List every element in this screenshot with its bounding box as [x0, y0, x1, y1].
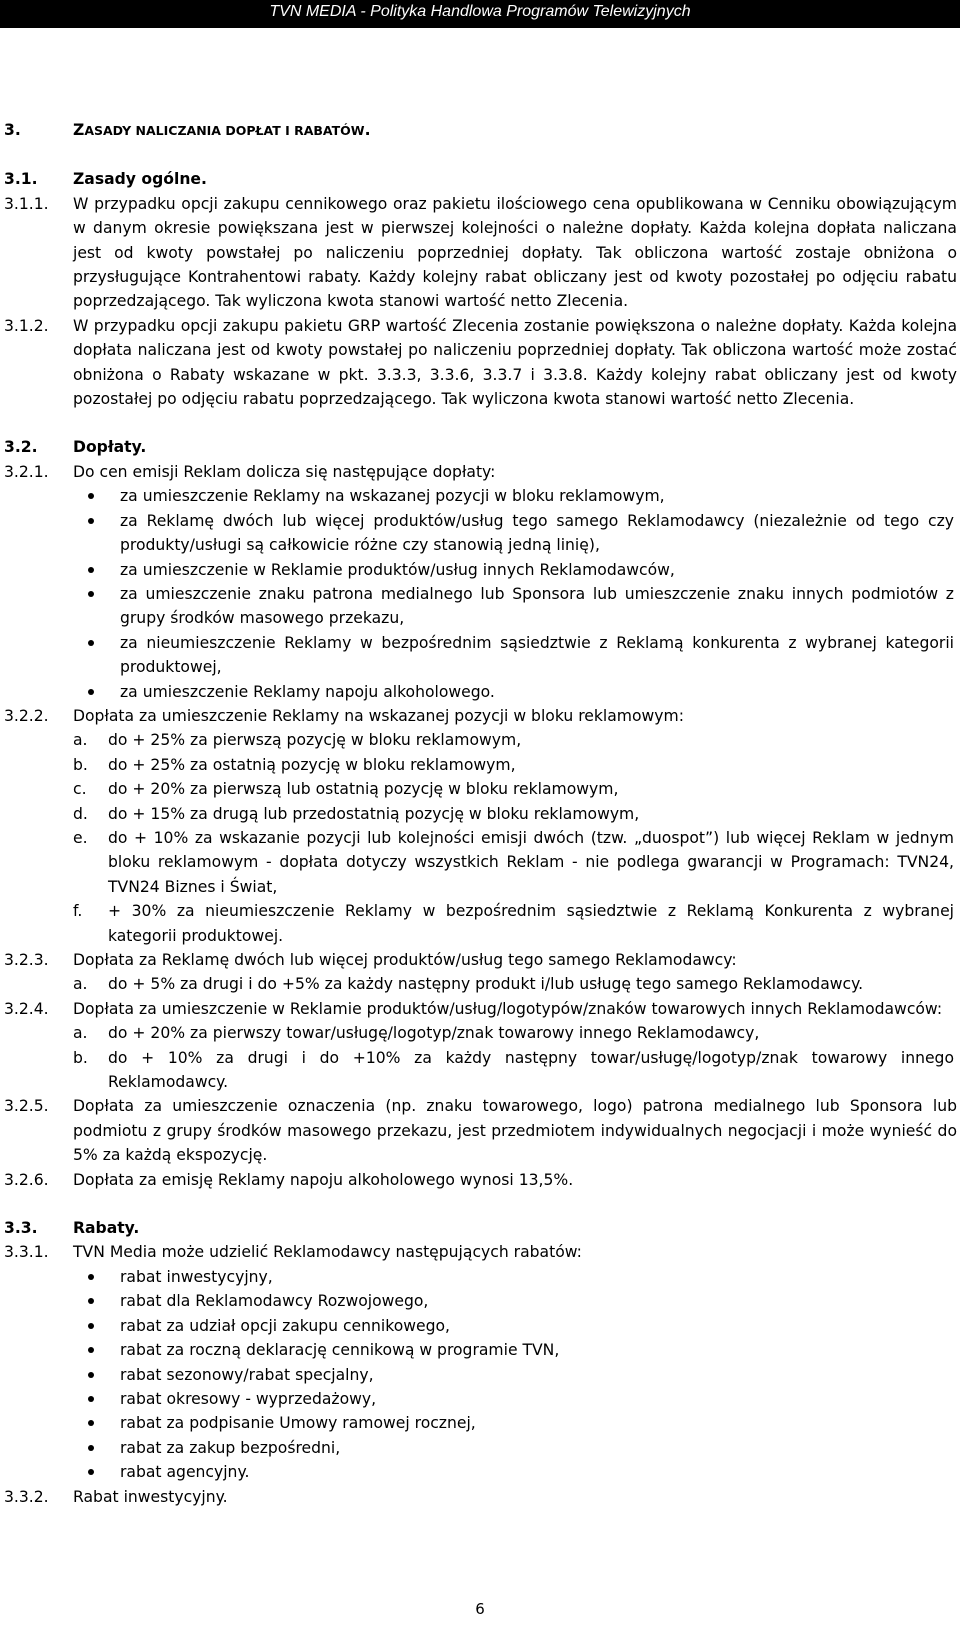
list-text: do + 10% za wskazanie pozycji lub kolejności emisji dwóch (tzw. „duospot”) lub więcej Reklam w jednym bloku reklamowym - dopłata dotyczy wszystkich Reklam - nie podlega gwarancji w Programach: TVN24, TVN24 Biznes i Świat,: [108, 828, 954, 896]
list-text: do + 25% za ostatnią pozycję w bloku reklamowym,: [108, 755, 516, 774]
subsection-title: Rabaty.: [73, 1219, 140, 1238]
paragraph-text: Dopłata za umieszczenie Reklamy na wskazanej pozycji w bloku reklamowym:: [73, 706, 684, 725]
paragraph-3-2-2: [0, 704, 960, 948]
paragraph-3-2-4: [0, 997, 960, 1095]
list-letter: f.: [73, 902, 83, 921]
paragraph-text: W przypadku opcji zakupu pakietu GRP wartość Zlecenia zostanie powiększona o należne dopłaty. Każda kolejna dopłata naliczana jest od kwoty powstałej po naliczeniu poprzedniej dopłaty. Tak obliczona wartość może zostać obniżona o Rabaty wskazane w pkt. 3.3.3, 3.3.6, 3.3.7 i 3.3.8. Każdy kolejny rabat obliczany jest od kwoty pozostałej po odjęciu rabatu poprzedzającego. Tak wyliczona kwota stanowi wartość netto Zlecenia.: [73, 316, 957, 409]
list-text: do + 10% za drugi i do +10% za każdy następny towar/usługę/logotyp/znak towarowy innego Reklamodawcy.: [108, 1048, 954, 1092]
list-letter: b.: [73, 755, 88, 774]
list-item: rabat za roczną deklarację cennikową w programie TVN,: [73, 1338, 957, 1362]
paragraph-number: 3.2.5.: [4, 1097, 49, 1116]
paragraph-text: TVN Media może udzielić Reklamodawcy następujących rabatów:: [73, 1243, 582, 1262]
list-letter: a.: [73, 1024, 88, 1043]
list-item: rabat inwestycyjny,: [73, 1265, 957, 1289]
section-title-dot: .: [364, 121, 371, 139]
subsection-number: 3.1.: [4, 170, 38, 189]
page-number: 6: [475, 1600, 485, 1618]
list-item: [73, 899, 957, 948]
paragraph-number: 3.1.1.: [4, 194, 49, 213]
paragraph-number: 3.2.6.: [4, 1170, 49, 1189]
subsection-number: 3.3.: [4, 1219, 38, 1238]
list-item: [73, 728, 957, 752]
paragraph-3-2-1: [0, 460, 960, 704]
document-body: [0, 118, 960, 1509]
list-item: [73, 972, 957, 996]
lettered-list: [73, 728, 957, 948]
list-item: rabat agencyjny.: [73, 1460, 957, 1484]
list-item: rabat dla Reklamodawcy Rozwojowego,: [73, 1289, 957, 1313]
section-3-heading: [0, 118, 960, 143]
list-item: [73, 753, 957, 777]
paragraph-number: 3.2.4.: [4, 999, 49, 1018]
subsection-3-3-heading: [0, 1216, 960, 1240]
paragraph-3-3-1: [0, 1240, 960, 1484]
discount-list: [73, 1265, 957, 1485]
list-item: [73, 826, 957, 899]
list-item: rabat za zakup bezpośredni,: [73, 1436, 957, 1460]
list-text: do + 20% za pierwszy towar/usługę/logotyp/znak towarowy innego Reklamodawcy,: [108, 1024, 760, 1043]
paragraph-text: Dopłata za umieszczenie oznaczenia (np. znaku towarowego, logo) patrona medialnego lub Sponsora lub podmiotu z grupy środków masowego przekazu, jest przedmiotem indywidualnych negocjacji i może wynieść do 5% za każdą ekspozycję.: [73, 1097, 957, 1165]
list-letter: a.: [73, 975, 88, 994]
document-header: TVN MEDIA - Polityka Handlowa Programów Telewizyjnych: [0, 0, 960, 28]
lettered-list: [73, 972, 957, 996]
list-item: za umieszczenie Reklamy napoju alkoholowego.: [73, 680, 957, 704]
paragraph-3-2-3: [0, 948, 960, 997]
paragraph-number: 3.2.2.: [4, 706, 49, 725]
paragraph-number: 3.3.2.: [4, 1487, 49, 1506]
subsection-3-1-heading: [0, 167, 960, 191]
paragraph-number: 3.1.2.: [4, 316, 49, 335]
paragraph-text: Dopłata za emisję Reklamy napoju alkoholowego wynosi 13,5%.: [73, 1170, 574, 1189]
list-item: rabat okresowy - wyprzedażowy,: [73, 1387, 957, 1411]
paragraph-3-2-6: [0, 1168, 960, 1192]
list-item: za nieumieszczenie Reklamy w bezpośrednim sąsiedztwie z Reklamą konkurenta z wybranej kategorii produktowej,: [73, 631, 957, 680]
paragraph-3-2-5: [0, 1094, 960, 1167]
list-item: za umieszczenie Reklamy na wskazanej pozycji w bloku reklamowym,: [73, 484, 957, 508]
paragraph-3-3-2: [0, 1485, 960, 1509]
subsection-3-2-heading: [0, 435, 960, 459]
section-title-initial: Z: [73, 121, 85, 139]
list-item: [73, 1021, 957, 1045]
section-title-rest: ASADY NALICZANIA DOPŁAT I RABATÓW: [84, 123, 365, 138]
subsection-title: Zasady ogólne.: [73, 170, 207, 189]
paragraph-number: 3.3.1.: [4, 1243, 49, 1262]
list-item: za Reklamę dwóch lub więcej produktów/usług tego samego Reklamodawcy (niezależnie od tego czy produkty/usługi są całkowicie różne czy stanowią jedną linię),: [73, 509, 957, 558]
paragraph-number: 3.2.1.: [4, 462, 49, 481]
paragraph-text: Do cen emisji Reklam dolicza się następujące dopłaty:: [73, 462, 496, 481]
paragraph-text: Rabat inwestycyjny.: [73, 1487, 228, 1506]
list-text: do + 15% za drugą lub przedostatnią pozycję w bloku reklamowym,: [108, 804, 640, 823]
paragraph-number: 3.2.3.: [4, 951, 49, 969]
paragraph-text: W przypadku opcji zakupu cennikowego oraz pakietu ilościowego cena opublikowana w Cenniku obowiązującym w danym okresie powiększana jest w pierwszej kolejności o należne dopłaty. Każda kolejna dopłata naliczana jest od kwoty powstałej po naliczeniu poprzedniej dopłaty. Tak obliczona wartość zostaje obniżona o przysługujące Kontrahentowi rabaty. Każdy kolejny rabat obliczany jest od kwoty pozostałej po odjęciu rabatu poprzedzającego. Tak wyliczona kwota stanowi wartość netto Zlecenia.: [73, 194, 957, 311]
list-item: rabat za udział opcji zakupu cennikowego,: [73, 1314, 957, 1338]
paragraph-3-1-1: [0, 192, 960, 314]
list-letter: b.: [73, 1048, 88, 1067]
list-letter: e.: [73, 828, 88, 847]
list-letter: c.: [73, 780, 87, 799]
section-number: 3.: [4, 121, 21, 139]
list-item: [73, 777, 957, 801]
list-item: rabat sezonowy/rabat specjalny,: [73, 1363, 957, 1387]
list-text: do + 25% za pierwszą pozycję w bloku reklamowym,: [108, 731, 522, 750]
subsection-number: 3.2.: [4, 438, 38, 457]
list-item: za umieszczenie w Reklamie produktów/usług innych Reklamodawców,: [73, 558, 957, 582]
list-item: [73, 802, 957, 826]
list-text: do + 20% za pierwszą lub ostatnią pozycję w bloku reklamowym,: [108, 780, 619, 799]
list-text: + 30% za nieumieszczenie Reklamy w bezpośrednim sąsiedztwie z Reklamą Konkurenta z wybranej kategorii produktowej.: [108, 902, 954, 945]
list-letter: a.: [73, 731, 88, 750]
paragraph-3-1-2: [0, 314, 960, 412]
subsection-title: Dopłaty.: [73, 438, 147, 457]
surcharge-list: [73, 484, 957, 704]
list-item: [73, 1046, 957, 1095]
paragraph-text: Dopłata za umieszczenie w Reklamie produktów/usług/logotypów/znaków towarowych innych Reklamodawców:: [73, 999, 943, 1018]
list-item: za umieszczenie znaku patrona medialnego lub Sponsora lub umieszczenie znaku innych podmiotów z grupy środków masowego przekazu,: [73, 582, 957, 631]
list-letter: d.: [73, 804, 88, 823]
list-text: do + 5% za drugi i do +5% za każdy następny produkt i/lub usługę tego samego Reklamodawcy.: [108, 975, 864, 994]
lettered-list: [73, 1021, 957, 1094]
list-item: rabat za podpisanie Umowy ramowej rocznej,: [73, 1411, 957, 1435]
paragraph-text: Dopłata za Reklamę dwóch lub więcej produktów/usług tego samego Reklamodawcy:: [73, 951, 737, 969]
